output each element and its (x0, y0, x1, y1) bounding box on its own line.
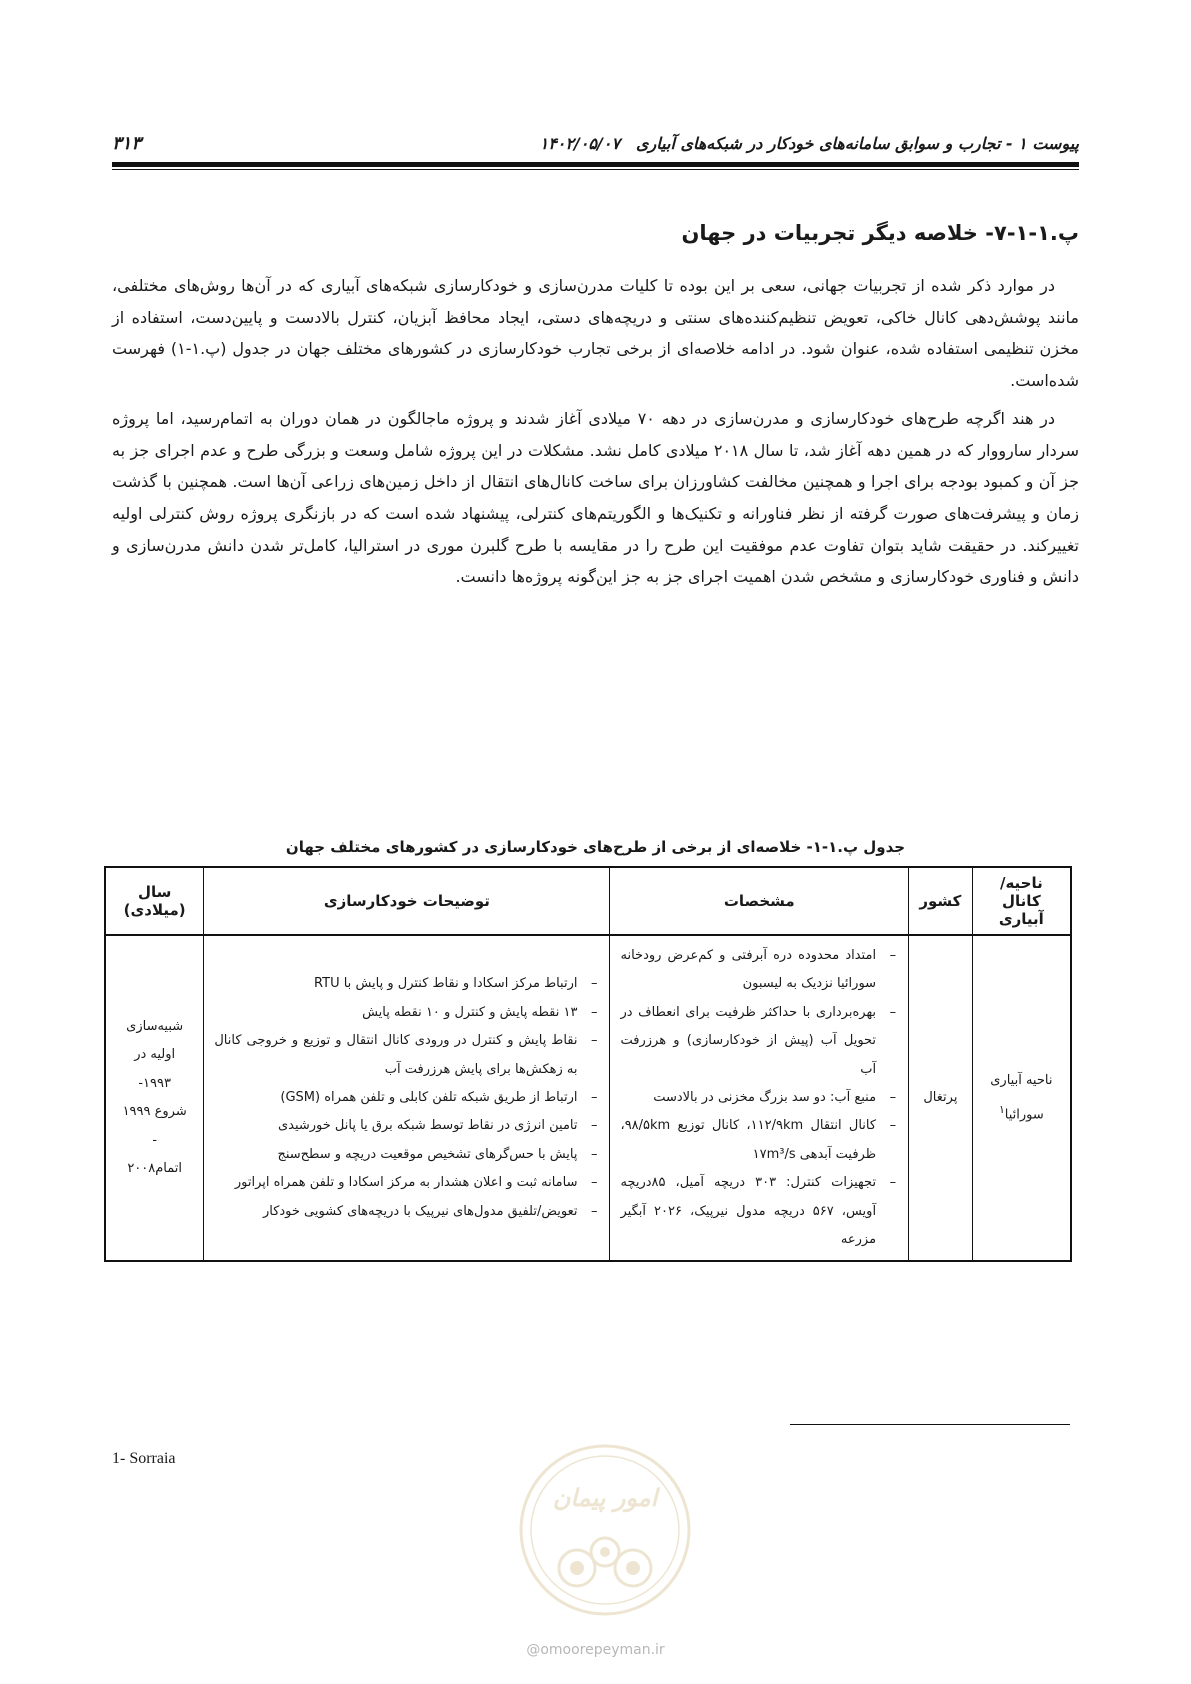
body-text (112, 270, 1079, 599)
header-automation: توضیحات خودکارسازی (204, 867, 610, 935)
header-rule-thin (112, 169, 1079, 170)
paragraph: در هند اگرچه طرح‌های خودکارسازی و مدرن‌سازی در دهه ۷۰ میلادی آغاز شدند و پروژه ماجالگون در همان دوران به اتمام‌رسید، اما پروژه سردار سارووار که در همین دهه آغاز شد، تا سال ۲۰۱۸ میلادی کامل نشد. مشکلات در این پروژه شامل وسعت و بزرگی طرح و عدم اجرای جز به جز آن و کمبود بودجه برای اجرا و همچنین مخالفت کشاورزان برای ساخت کانال‌های انتقال از داخل زمین‌های زراعی آن‌ها است. همچنین با گذشت زمان و پیشرفت‌های صورت گرفته از نظر فناورانه و تکنیک‌ها و الگوریتم‌های کنترلی، پیشنهاد شده است که در بازنگری پروژه روش کنترلی اولیه تغییرکند. در حقیقت شاید بتوان تفاوت عدم موفقیت این طرح را در مقایسه با طرح گلبرن موری در استرالیا، کامل‌تر شدن دانش مدرن‌سازی و دانش و فناوری خودکارسازی و مشخص شدن اهمیت اجرای جز به جز این‌گونه پروژه‌ها دانست. (112, 408, 1079, 587)
year-line: ۱۹۹۳- (138, 1075, 171, 1091)
watermark-logo-icon (515, 1440, 695, 1620)
footnote: 1- Sorraia (112, 1450, 176, 1467)
paragraph: در موارد ذکر شده از تجربیات جهانی، سعی بر این بوده تا کلیات مدرن‌سازی و خودکارسازی شبکه‌های آبیاری که در آن‌ها روش‌های مختلفی، مانند پوشش‌دهی کانال خاکی، تعویض تنظیم‌کننده‌های سنتی و دریچه‌های دستی، ایجاد محافظ آبزیان، کنترل بالادست و پایین‌دست، استفاده از مخزن تنظیمی استفاده شده، عنوان شود. در ادامه خلاصه‌ای از برخی تجارب خودکارسازی در کشورهای مختلف جهان در جدول (پ.۱-۱) فهرست شده‌است. (112, 276, 1080, 391)
watermark-url: @omoorepeyman.ir (526, 1642, 665, 1658)
footnote-mark: ۱ (998, 1102, 1005, 1116)
section-heading: پ.۱-۱-۷- خلاصه دیگر تجربیات در جهان (681, 221, 1079, 245)
header-year: سال (میلادی) (105, 867, 204, 935)
list-item: – منبع آب: دو سد بزرگ مخزنی در بالادست (620, 1084, 898, 1112)
header-appendix-title: پیوست ۱ - تجارب و سوابق سامانه‌های خودکار در شبکه‌های آبیاری (636, 133, 1079, 153)
cell-automation (204, 935, 610, 1261)
cell-specs (610, 935, 909, 1261)
list-item: – ارتباط از طریق شبکه تلفن کابلی و تلفن همراه (GSM) (214, 1084, 599, 1112)
list-item: – بهره‌برداری با حداکثر ظرفیت برای انعطاف در تحویل آب (پیش از خودکارسازی) و هرزرفت آب (620, 999, 898, 1084)
year-line: اتمام۲۰۰۸ (127, 1161, 183, 1177)
summary-table (104, 866, 1072, 1262)
year-line: اولیه در (134, 1047, 176, 1063)
header-specs: مشخصات (610, 867, 909, 935)
table-row (105, 935, 1071, 1261)
page-number: ۳۱۳ (112, 132, 142, 154)
year-line: شبیه‌سازی (126, 1019, 184, 1035)
list-item: – تعویض/تلفیق مدول‌های نیرپیک با دریچه‌های کشویی خودکار (214, 1198, 599, 1226)
header-title (540, 134, 1079, 153)
specs-list (620, 942, 898, 1254)
list-item: – تجهیزات کنترل: ۳۰۳ دریچه آمیل، ۸۵دریچه آویس، ۵۶۷ دریچه مدول نیرپیک، ۲۰۲۶ آبگیر مزرعه (620, 1169, 898, 1254)
list-item: – امتداد محدوده دره آبرفتی و کم‌عرض رودخانه سورائیا نزدیک به لیسبون (620, 942, 898, 999)
list-item: – کانال انتقال ۱۱۲/۹km، کانال توزیع ۹۸/۵km، ظرفیت آبدهی ۱۷m³/s (620, 1112, 898, 1169)
list-item: – ارتباط مرکز اسکادا و نقاط کنترل و پایش با RTU (214, 970, 599, 998)
table-caption: جدول پ.۱-۱- خلاصه‌ای از برخی از طرح‌های خودکارسازی در کشورهای مختلف جهان (285, 838, 906, 856)
watermark-logo-text: امور پیمان (552, 1484, 658, 1512)
automation-list (214, 970, 599, 1226)
header-rule (112, 162, 1079, 167)
list-item: – تامین انرژی در نقاط توسط شبکه برق یا پانل خورشیدی (214, 1112, 599, 1140)
region-name: ناحیه آبیاری سورائیا (990, 1073, 1053, 1122)
header-date: ۱۴۰۲/۰۵/۰۷ (539, 133, 621, 153)
cell-year (105, 935, 204, 1261)
footnote-rule (790, 1424, 1070, 1425)
page-header (112, 128, 1079, 158)
year-line: - (152, 1132, 158, 1148)
header-region: ناحیه/ کانال آبیاری (972, 867, 1071, 935)
cell-region (972, 935, 1071, 1261)
cell-country: پرتغال (909, 935, 973, 1261)
list-item: – سامانه ثبت و اعلان هشدار به مرکز اسکادا و تلفن همراه اپراتور (214, 1169, 599, 1197)
list-item: – پایش با حس‌گرهای تشخیص موقعیت دریچه و سطح‌سنج (214, 1141, 599, 1169)
year-line: شروع ۱۹۹۹ (122, 1104, 187, 1120)
header-country: کشور (909, 867, 973, 935)
list-item: – نقاط پایش و کنترل در ورودی کانال انتقال و توزیع و خروجی کانال به زهکش‌ها برای پایش هرزرفت آب (214, 1027, 599, 1084)
list-item: – ۱۳ نقطه پایش و کنترل و ۱۰ نقطه پایش (214, 999, 599, 1027)
table-header-row (105, 867, 1071, 935)
